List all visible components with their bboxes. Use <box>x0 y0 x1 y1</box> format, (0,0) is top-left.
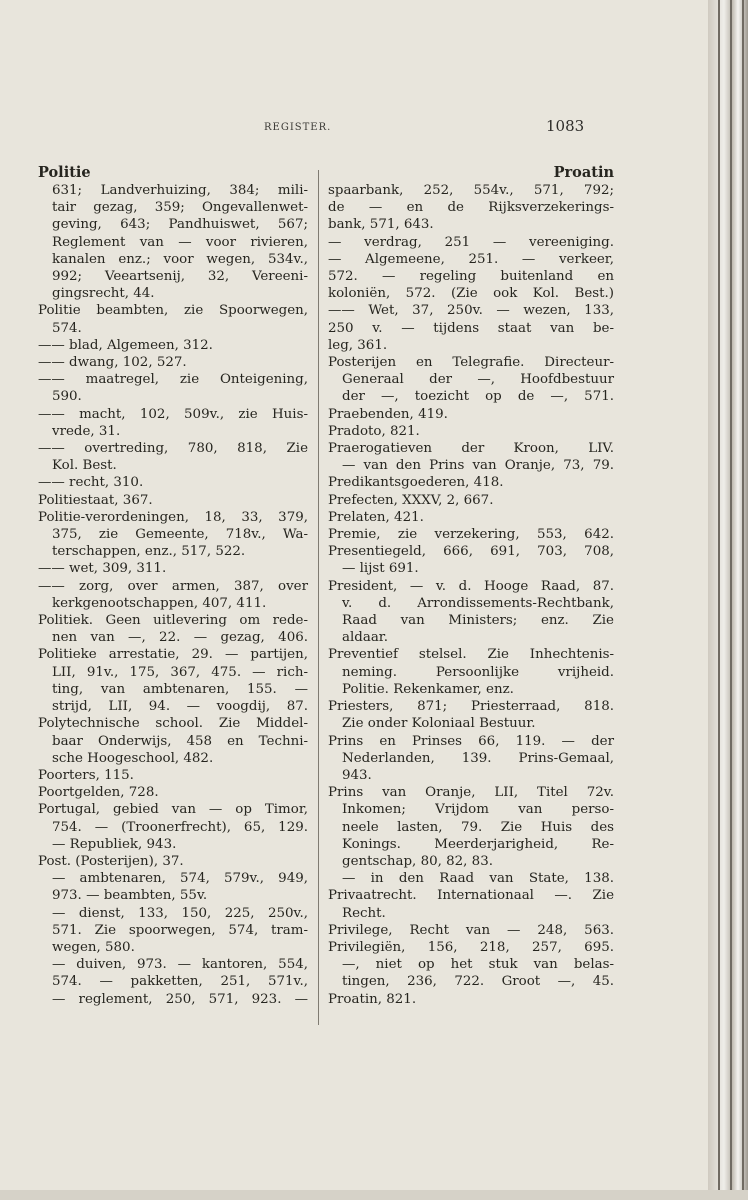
index-line: LII, 91v., 175, 367, 475. — rich- <box>52 664 308 680</box>
index-line: —— blad, Algemeen, 312. <box>38 337 213 353</box>
left-column-lines <box>38 182 308 1008</box>
index-line: 631; Landverhuizing, 384; mili- <box>52 183 308 198</box>
index-line: —— zorg, over armen, 387, over <box>38 578 308 594</box>
index-line: de — en de Rijksverzekerings- <box>328 200 614 216</box>
index-line: Raad van Ministers; enz. Zie <box>342 613 614 629</box>
index-line: bank, 571, 643. <box>328 217 434 233</box>
index-line: neming. Persoonlijke vrijheid. <box>342 664 614 680</box>
index-line: 571. Zie spoorwegen, 574, tram- <box>52 922 308 938</box>
index-line: —, niet op het stuk van belas- <box>342 957 614 973</box>
catchword-right: Proatin <box>553 164 614 181</box>
index-line: 973. — beambten, 55v. <box>52 888 208 904</box>
index-line: Recht. <box>342 905 386 921</box>
index-line: Predikantsgoederen, 418. <box>328 475 504 491</box>
index-line: —— Wet, 37, 250v. — wezen, 133, <box>328 303 614 319</box>
index-line: vrede, 31. <box>52 423 121 439</box>
index-line: —— overtreding, 780, 818, Zie <box>38 441 308 457</box>
index-line: — dienst, 133, 150, 225, 250v., <box>52 905 308 921</box>
index-line: terschappen, enz., 517, 522. <box>52 544 246 560</box>
index-line: Polytechnische school. Zie Middel- <box>38 716 308 732</box>
right-column <box>328 164 614 1008</box>
index-line: Prefecten, XXXV, 2, 667. <box>328 492 494 508</box>
index-line: — Algemeene, 251. — verkeer, <box>328 251 614 267</box>
index-line: — van den Prins van Oranje, 73, 79. <box>342 458 614 474</box>
index-line: v. d. Arrondissements-Rechtbank, <box>342 595 614 611</box>
index-line: 250 v. — tijdens staat van be- <box>328 320 614 336</box>
index-line: koloniën, 572. (Zie ook Kol. Best.) <box>328 286 614 302</box>
index-line: Politiek. Geen uitlevering om rede- <box>38 613 308 629</box>
index-line: gingsrecht, 44. <box>52 286 155 302</box>
index-line: Prins van Oranje, LII, Titel 72v. <box>328 785 614 801</box>
index-line: 992; Veeartsenij, 32, Vereeni- <box>52 269 308 285</box>
index-line: Politie-verordeningen, 18, 33, 379, <box>38 509 308 525</box>
index-line: 754. — (Troonerfrecht), 65, 129. <box>52 819 308 835</box>
index-line: Privaatrecht. Internationaal —. Zie <box>328 888 614 904</box>
index-line: 943. <box>342 767 372 783</box>
index-line: spaarbank, 252, 554v., 571, 792; <box>328 183 614 198</box>
index-line: Privilege, Recht van — 248, 563. <box>328 922 614 938</box>
index-line: gentschap, 80, 82, 83. <box>342 853 493 869</box>
index-line: leg, 361. <box>328 337 388 353</box>
index-line: Generaal der —, Hoofdbestuur <box>342 372 614 388</box>
index-line: der —, toezicht op de —, 571. <box>342 389 614 405</box>
index-line: —— dwang, 102, 527. <box>38 355 187 371</box>
index-line: Politie. Rekenkamer, enz. <box>342 681 514 697</box>
index-line: Presentiegeld, 666, 691, 703, 708, <box>328 544 614 560</box>
page-edge-stack <box>708 0 748 1200</box>
index-line: kerkgenootschappen, 407, 411. <box>52 595 267 611</box>
index-line: —— maatregel, zie Onteigening, <box>38 372 308 388</box>
index-line: Post. (Posterijen), 37. <box>38 853 184 869</box>
index-line: Poorters, 115. <box>38 767 134 783</box>
index-line: Praerogatieven der Kroon, LIV. <box>328 441 614 457</box>
index-line: — ambtenaren, 574, 579v., 949, <box>52 871 308 887</box>
index-line: aldaar. <box>342 630 388 646</box>
index-line: Privilegiën, 156, 218, 257, 695. <box>328 939 614 955</box>
bottom-edge <box>0 1190 748 1200</box>
index-line: Konings. Meerderjarigheid, Re- <box>342 836 614 852</box>
index-line: 574. — pakketten, 251, 571v., <box>52 974 308 990</box>
index-line: Zie onder Koloniaal Bestuur. <box>342 716 536 732</box>
index-line: Prelaten, 421. <box>328 509 424 525</box>
index-line: 572. — regeling buitenland en <box>328 269 614 285</box>
index-line: neele lasten, 79. Zie Huis des <box>342 819 614 835</box>
index-line: — verdrag, 251 — vereeniging. <box>328 234 614 250</box>
index-line: 574. <box>52 320 82 336</box>
index-line: ting, van ambtenaren, 155. — <box>52 681 308 697</box>
index-line: Pradoto, 821. <box>328 423 420 439</box>
index-line: wegen, 580. <box>52 939 135 955</box>
running-head: REGISTER. <box>264 122 332 133</box>
index-line: Priesters, 871; Priesterraad, 818. <box>328 699 614 715</box>
page-edge-line <box>742 0 744 1200</box>
index-line: Proatin, 821. <box>328 991 417 1007</box>
index-line: Kol. Best. <box>52 458 117 474</box>
index-line: — in den Raad van State, 138. <box>342 871 614 887</box>
left-column <box>38 164 308 1008</box>
index-line: Praebenden, 419. <box>328 406 448 422</box>
index-line: —— recht, 310. <box>38 475 144 491</box>
right-column-lines <box>328 182 614 1008</box>
index-line: Portugal, gebied van — op Timor, <box>38 802 308 818</box>
index-line: Politie beambten, zie Spoorwegen, <box>38 303 308 319</box>
index-line: Preventief stelsel. Zie Inhechtenis- <box>328 647 614 663</box>
index-line: 375, zie Gemeente, 718v., Wa- <box>52 527 308 543</box>
index-line: nen van —, 22. — gezag, 406. <box>52 630 308 646</box>
index-line: kanalen enz.; voor wegen, 534v., <box>52 251 308 267</box>
index-line: geving, 643; Pandhuiswet, 567; <box>52 217 308 233</box>
column-rule <box>318 170 319 1025</box>
index-line: President, — v. d. Hooge Raad, 87. <box>328 578 614 594</box>
page-edge-line <box>718 0 720 1200</box>
index-line: sche Hoogeschool, 482. <box>52 750 214 766</box>
index-line: — lijst 691. <box>342 561 419 577</box>
index-line: Nederlanden, 139. Prins-Gemaal, <box>342 750 614 766</box>
index-line: — duiven, 973. — kantoren, 554, <box>52 957 308 973</box>
index-line: Posterijen en Telegrafie. Directeur- <box>328 355 614 371</box>
index-line: tingen, 236, 722. Groot —, 45. <box>342 974 614 990</box>
index-line: baar Onderwijs, 458 en Techni- <box>52 733 308 749</box>
index-line: strijd, LII, 94. — voogdij, 87. <box>52 699 308 715</box>
index-line: —— macht, 102, 509v., zie Huis- <box>38 406 308 422</box>
index-line: Politieke arrestatie, 29. — partijen, <box>38 647 308 663</box>
catchword-left: Politie <box>38 164 91 181</box>
index-line: Poortgelden, 728. <box>38 785 159 801</box>
index-line: tair gezag, 359; Ongevallenwet- <box>52 200 308 216</box>
index-line: Politiestaat, 367. <box>38 492 153 508</box>
index-line: Reglement van — voor rivieren, <box>52 234 308 250</box>
index-line: 590. <box>52 389 82 405</box>
index-line: Prins en Prinses 66, 119. — der <box>328 733 614 749</box>
index-line: — reglement, 250, 571, 923. — <box>52 991 308 1007</box>
index-line: —— wet, 309, 311. <box>38 561 167 577</box>
index-line: Premie, zie verzekering, 553, 642. <box>328 527 614 543</box>
page-number: 1083 <box>546 117 585 135</box>
page-edge-line <box>730 0 732 1200</box>
index-line: — Republiek, 943. <box>52 836 177 852</box>
index-line: Inkomen; Vrijdom van perso- <box>342 802 614 818</box>
